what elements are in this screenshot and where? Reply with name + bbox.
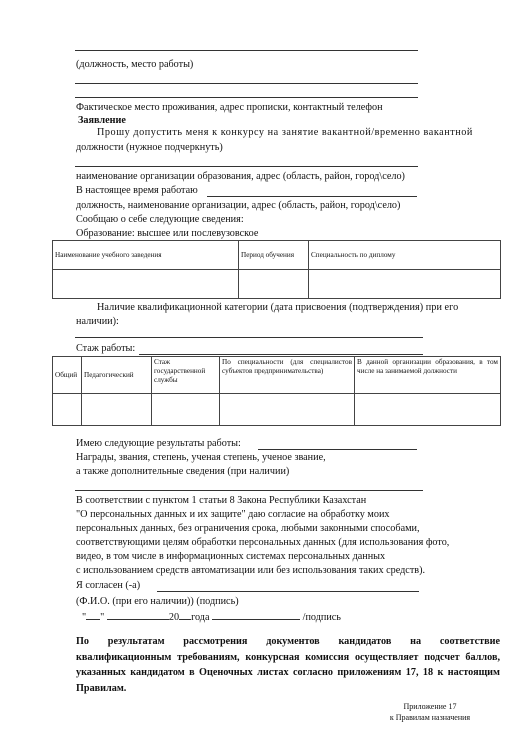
org-caption: наименование организации образования, адрес (область, район, город\село) [76,171,405,182]
exp-header-total: Общий [53,357,82,394]
date-signature-line [82,610,341,624]
day-blank[interactable] [86,610,100,620]
edu-header-period: Период обучения [239,241,309,270]
position-input-line [75,50,418,51]
education-label: Образование: высшее или послевузовское [76,228,259,239]
footer-appendix: Приложение 17 [403,702,457,711]
statement-title: Заявление [78,115,126,126]
experience-table-header-row [53,357,501,394]
experience-table [52,356,501,426]
exp-cell-civil-service[interactable] [152,394,220,426]
footer-rules: к Правилам назначения [389,713,471,722]
consent-line-4: соответствующими целям обработки персональных данных (для использования фото, [76,537,450,548]
qualification-line-2: наличии): [76,316,119,327]
exp-header-specialty: По специальности (для специалистов субъектов предпринимательства) [220,357,355,394]
exp-header-organization: В данной организации образования, в том числе на занимаемой должности [355,357,501,394]
request-line-1: Прошу допустить меня к конкурсу на занятие вакантной/временно вакантной [97,127,473,138]
residence-line-1 [75,83,418,84]
education-table-header-row [53,241,501,270]
qualification-line-1: Наличие квалификационной категории (дата присвоения (подтверждения) при его [97,302,459,313]
signature-blank[interactable] [212,610,300,620]
position-org-caption: должность, наименование организации, адрес (область, район, город\село) [76,200,401,211]
date-quote-close: " [100,612,105,623]
exp-header-pedagogical: Педагогический [82,357,152,394]
exp-cell-organization[interactable] [355,394,501,426]
results-input-line [258,449,417,450]
edu-cell-specialty[interactable] [309,270,501,299]
consent-line-5: видео, в том числе в информационных системах персональных данных [76,551,386,562]
edu-cell-period[interactable] [239,270,309,299]
consent-line-1: В соответствии с пунктом 1 статьи 8 Закона Республики Казахстан [76,495,367,506]
sign-label: /подпись [302,612,341,623]
consent-line-3: персональных данных, без ограничения срока, любыми законными способами, [76,523,420,534]
working-now-label: В настоящее время работаю [76,185,198,196]
edu-header-specialty: Специальность по диплому [309,241,501,270]
agree-signature-line [157,591,419,592]
year-blank[interactable] [179,610,191,620]
awards-line: Награды, звания, степень, ученая степень, ученое звание, [76,452,326,463]
agree-label: Я согласен (-а) [76,580,141,591]
residence-line-2 [75,97,418,98]
experience-input-line [139,354,423,355]
education-table-empty-row [53,270,501,299]
info-intro: Сообщаю о себе следующие сведения: [76,214,244,225]
consent-line-2: "О персональных данных и их защите" даю согласие на обработку моих [76,509,390,520]
education-table [52,240,501,299]
year-prefix: 20 [168,612,180,623]
final-paragraph: По результатам рассмотрения документов кандидатов на соответствие квалификационным требованиям, конкурсная комиссия осуществляет подсчет баллов, указанных кандидатом в Оценочных листах согласно приложениям 17, 18 к настоящим Правилам. [76,636,500,694]
exp-cell-total[interactable] [53,394,82,426]
exp-cell-specialty[interactable] [220,394,355,426]
exp-header-civil-service: Стаж государственной службы [152,357,220,394]
results-label: Имею следующие результаты работы: [76,438,241,449]
additional-input-line [75,490,423,491]
org-input-line [75,166,418,167]
consent-line-6: с использованием средств автоматизации или без использования таких средств). [76,565,426,576]
year-suffix: года [191,612,210,623]
position-caption: (должность, место работы) [76,59,194,70]
date-quote-open: " [82,612,87,623]
working-now-line [207,196,417,197]
additional-line: а также дополнительные сведения (при наличии) [76,466,290,477]
edu-header-institution: Наименование учебного заведения [53,241,239,270]
experience-label: Стаж работы: [76,343,136,354]
month-blank[interactable] [107,610,169,620]
qualification-input-line [75,337,423,338]
experience-table-empty-row [53,394,501,426]
request-line-2: должности (нужное подчеркнуть) [76,142,223,153]
edu-cell-institution[interactable] [53,270,239,299]
residence-caption: Фактическое место проживания, адрес прописки, контактный телефон [76,102,383,113]
exp-cell-pedagogical[interactable] [82,394,152,426]
fio-caption: (Ф.И.О. (при его наличии)) (подпись) [76,596,239,607]
